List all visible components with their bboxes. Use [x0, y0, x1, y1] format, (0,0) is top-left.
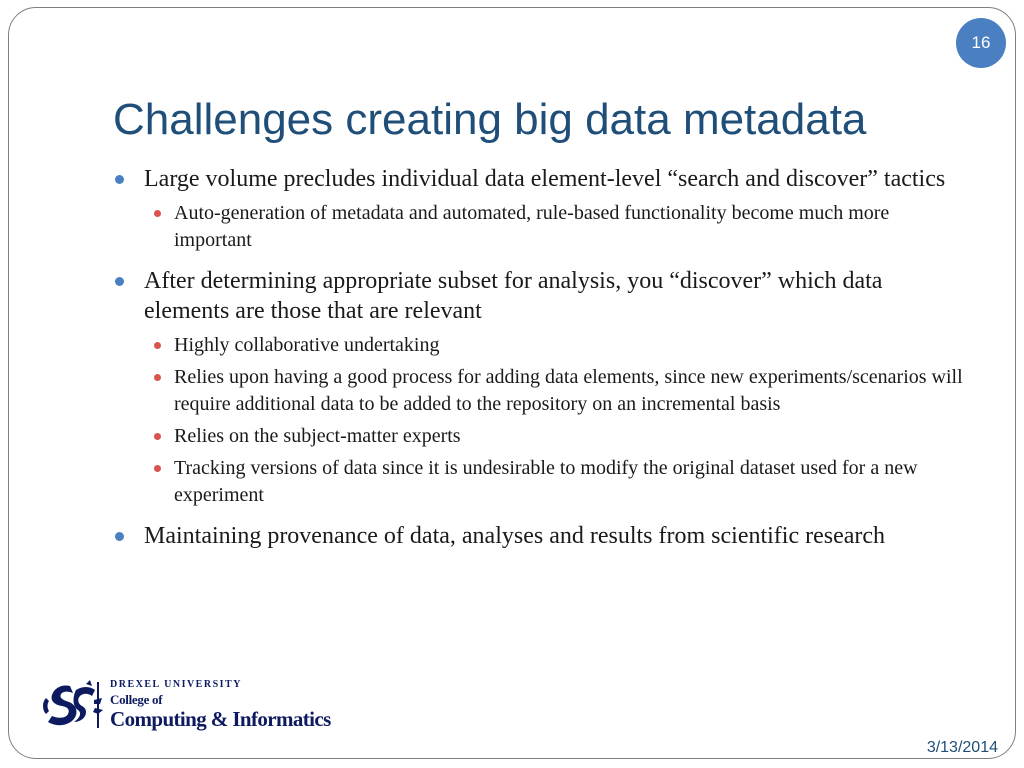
sub-bullet-dot-icon: [154, 210, 161, 217]
bullet-text: Large volume precludes individual data element-level “search and discover” tactics: [144, 166, 946, 192]
sub-bullet-dot-icon: [154, 465, 161, 472]
slide-number-badge: 16: [956, 18, 1006, 68]
bullet-dot-icon: [115, 175, 124, 184]
slide-date: 3/13/2014: [926, 739, 998, 756]
sub-bullet-dot-icon: [154, 374, 161, 381]
bullet-list: [112, 164, 972, 551]
sub-bullet-item: [112, 332, 972, 359]
bullet-text: After determining appropriate subset for analysis, you “discover” which data elements are those that are relevant: [144, 268, 883, 324]
college-logo: [40, 678, 360, 734]
slide-title: Challenges creating big data metadata: [113, 95, 867, 144]
logo-unit-name: Computing & Informatics: [110, 707, 331, 731]
sub-bullet-text: Tracking versions of data since it is undesirable to modify the original dataset used for a new experiment: [174, 457, 918, 506]
sub-bullet-dot-icon: [154, 433, 161, 440]
sub-bullet-text: Auto-generation of metadata and automated, rule-based functionality become much more important: [174, 202, 890, 251]
bullet-text: Maintaining provenance of data, analyses and results from scientific research: [144, 523, 886, 549]
bullet-dot-icon: [115, 277, 124, 286]
sub-bullet-text: Highly collaborative undertaking: [174, 334, 440, 356]
dragon-logo-icon: [40, 680, 106, 730]
bullet-item: [112, 521, 972, 551]
sub-bullet-item: [112, 423, 972, 450]
sub-bullet-item: [112, 364, 972, 418]
sub-bullet-text: Relies upon having a good process for adding data elements, since new experiments/scenarios will require additional data to be added to the repository on an incremental basis: [174, 366, 963, 415]
sub-bullet-text: Relies on the subject-matter experts: [174, 425, 461, 447]
bullet-dot-icon: [115, 532, 124, 541]
sub-bullet-dot-icon: [154, 342, 161, 349]
sub-bullet-item: [112, 455, 972, 509]
bullet-item: [112, 266, 972, 326]
logo-college-label: College of: [110, 692, 163, 707]
logo-university-name: DREXEL UNIVERSITY: [110, 679, 242, 690]
sub-bullet-item: [112, 200, 972, 254]
logo-wordmark: [110, 678, 331, 730]
bullet-item: [112, 164, 972, 194]
